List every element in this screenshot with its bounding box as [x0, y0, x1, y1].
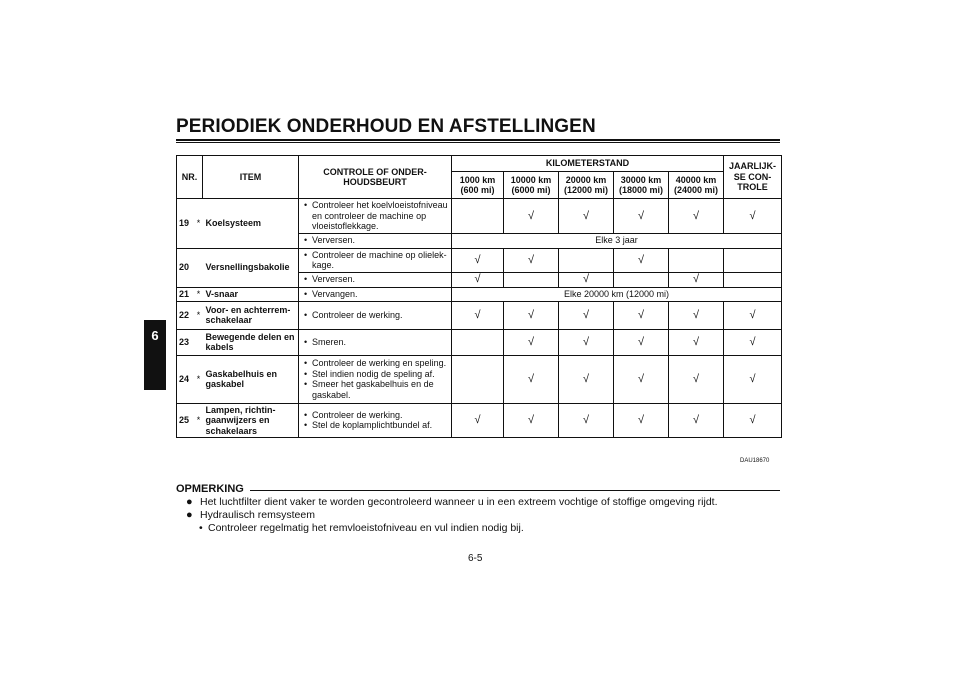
note-bullet — [186, 496, 786, 509]
note-rule — [250, 490, 780, 491]
check-cell — [452, 199, 504, 234]
control-step: • Controleer de machine op olielek-kage. — [312, 250, 448, 271]
control-step: • Verversen. — [312, 235, 448, 246]
check-cell — [724, 248, 782, 272]
row-control — [299, 248, 452, 272]
check-cell: √ — [614, 329, 669, 355]
check-cell: √ — [504, 199, 559, 234]
check-cell: √ — [614, 301, 669, 329]
row-control — [299, 287, 452, 301]
check-cell: √ — [504, 403, 559, 438]
row-item: V-snaar — [203, 287, 299, 301]
check-cell — [724, 272, 782, 287]
document-code: DAU18670 — [740, 458, 770, 464]
title-rule — [176, 139, 780, 141]
header-km-2: 10000 km (6000 mi) — [504, 172, 559, 199]
check-cell: √ — [724, 301, 782, 329]
row-control — [299, 355, 452, 403]
control-step: • Controleer de werking en speling. — [312, 358, 448, 369]
check-cell — [504, 272, 559, 287]
note-bullet-text: Het luchtfilter dient vaker te worden gecontroleerd wanneer u in een extreem vochtige of stoffige omgeving rijdt. — [200, 496, 718, 508]
header-nr: NR. — [177, 156, 203, 199]
check-cell — [669, 248, 724, 272]
control-step: • Controleer de werking. — [312, 310, 448, 321]
bullet-icon: ● — [186, 509, 193, 521]
row-item: Bewegende delen en kabels — [203, 329, 299, 355]
row-item: Voor- en achterrem-schakelaar — [203, 301, 299, 329]
control-step: • Stel de koplamplichtbundel af. — [312, 420, 448, 431]
row-nr: 24 — [177, 355, 195, 403]
check-cell: √ — [669, 272, 724, 287]
check-cell: √ — [669, 199, 724, 234]
check-cell: √ — [452, 403, 504, 438]
maintenance-table — [176, 155, 782, 438]
interval-text: Elke 3 jaar — [452, 233, 782, 248]
title-rule-thin — [176, 142, 780, 143]
row-control — [299, 301, 452, 329]
note-list — [186, 496, 786, 535]
row-nr: 23 — [177, 329, 195, 355]
check-cell: √ — [669, 301, 724, 329]
check-cell — [559, 248, 614, 272]
row-nr: 21 — [177, 287, 195, 301]
note-bullet-text: Hydraulisch remsysteem — [200, 509, 315, 521]
row-star: * — [195, 403, 203, 438]
control-step: • Smeer het gaskabelhuis en de gaskabel. — [312, 379, 448, 400]
header-annual: JAARLIJK- SE CON- TROLE — [724, 156, 782, 199]
check-cell: √ — [669, 355, 724, 403]
row-control — [299, 329, 452, 355]
check-cell: √ — [452, 301, 504, 329]
chapter-tab: 6 — [144, 320, 166, 390]
check-cell: √ — [669, 403, 724, 438]
row-nr: 25 — [177, 403, 195, 438]
control-step: • Controleer het koelvloeistofniveau en controleer de machine op vloeistoflekkage. — [312, 200, 448, 232]
check-cell: √ — [614, 355, 669, 403]
check-cell: √ — [559, 301, 614, 329]
control-step: • Verversen. — [312, 274, 448, 285]
header-km-3: 20000 km (12000 mi) — [559, 172, 614, 199]
row-nr: 22 — [177, 301, 195, 329]
check-cell: √ — [724, 355, 782, 403]
check-cell: √ — [452, 248, 504, 272]
header-control: CONTROLE OF ONDER- HOUDSBEURT — [299, 156, 452, 199]
header-km-4: 30000 km (18000 mi) — [614, 172, 669, 199]
control-step: • Controleer de werking. — [312, 410, 448, 421]
row-control — [299, 272, 452, 287]
check-cell: √ — [724, 199, 782, 234]
check-cell: √ — [559, 329, 614, 355]
check-cell: √ — [559, 403, 614, 438]
page-title: PERIODIEK ONDERHOUD EN AFSTELLINGEN — [176, 116, 596, 137]
row-star — [195, 248, 203, 287]
row-control — [299, 403, 452, 438]
header-km-group: KILOMETERSTAND — [452, 156, 724, 172]
check-cell — [452, 329, 504, 355]
row-nr: 19 — [177, 199, 195, 249]
interval-text: Elke 20000 km (12000 mi) — [452, 287, 782, 301]
sub-bullet-icon: • — [199, 522, 203, 534]
header-km-5: 40000 km (24000 mi) — [669, 172, 724, 199]
note-title: OPMERKING — [176, 483, 244, 495]
row-item: Lampen, richtin-gaanwijzers en schakelaars — [203, 403, 299, 438]
row-item: Gaskabelhuis en gaskabel — [203, 355, 299, 403]
control-step: • Vervangen. — [312, 289, 448, 300]
check-cell: √ — [504, 248, 559, 272]
check-cell: √ — [452, 272, 504, 287]
check-cell — [452, 355, 504, 403]
row-star — [195, 329, 203, 355]
bullet-icon: ● — [186, 496, 193, 508]
check-cell: √ — [724, 403, 782, 438]
check-cell: √ — [559, 355, 614, 403]
check-cell: √ — [504, 329, 559, 355]
row-star: * — [195, 287, 203, 301]
note-sub-text: Controleer regelmatig het remvloeistofniveau en vul indien nodig bij. — [208, 522, 524, 534]
check-cell — [614, 272, 669, 287]
row-control — [299, 199, 452, 234]
row-star: * — [195, 199, 203, 249]
check-cell: √ — [559, 199, 614, 234]
note-sub-bullet — [186, 522, 786, 535]
control-step: • Smeren. — [312, 337, 448, 348]
row-item: Koelsysteem — [203, 199, 299, 249]
check-cell: √ — [614, 199, 669, 234]
check-cell: √ — [504, 355, 559, 403]
header-item: ITEM — [203, 156, 299, 199]
check-cell: √ — [669, 329, 724, 355]
check-cell: √ — [724, 329, 782, 355]
row-item: Versnellingsbakolie — [203, 248, 299, 287]
check-cell: √ — [614, 248, 669, 272]
row-nr: 20 — [177, 248, 195, 287]
header-km-1: 1000 km (600 mi) — [452, 172, 504, 199]
control-step: • Stel indien nodig de speling af. — [312, 369, 448, 380]
row-control — [299, 233, 452, 248]
check-cell: √ — [504, 301, 559, 329]
page-number: 6-5 — [468, 553, 483, 564]
row-star: * — [195, 355, 203, 403]
note-bullet — [186, 509, 786, 522]
check-cell: √ — [559, 272, 614, 287]
check-cell: √ — [614, 403, 669, 438]
row-star: * — [195, 301, 203, 329]
